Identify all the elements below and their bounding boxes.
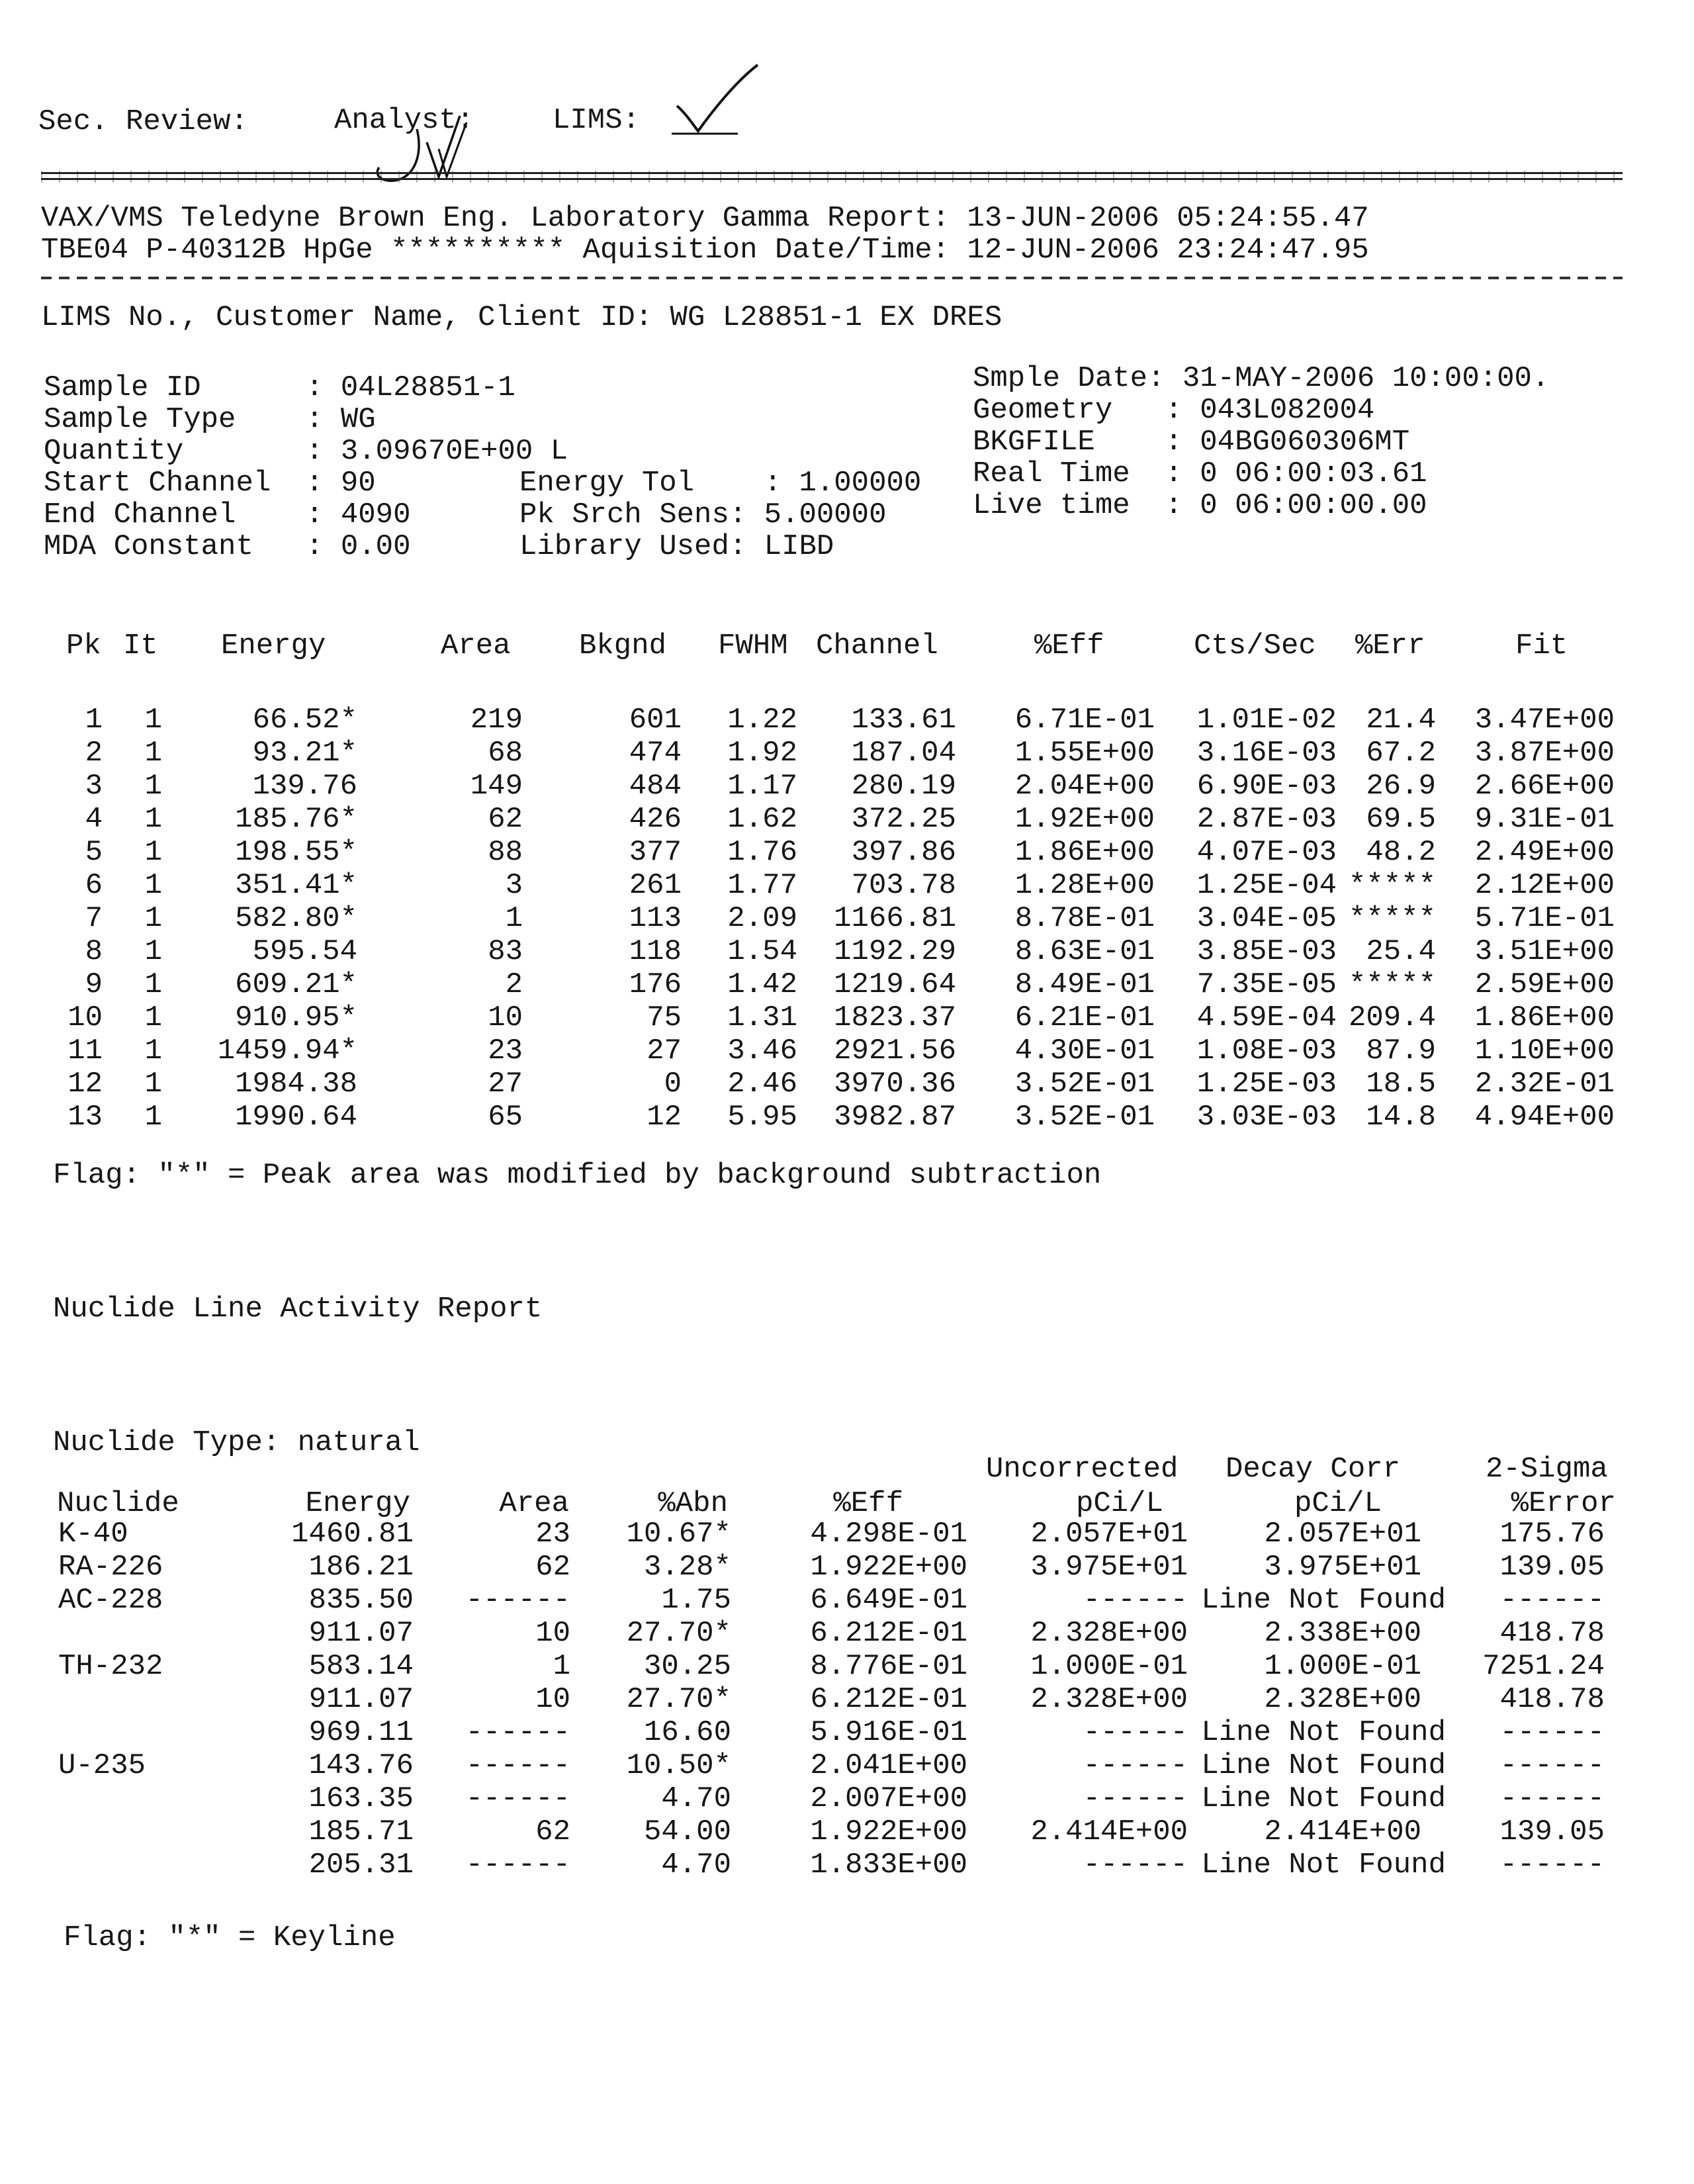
nuclide-cell: U-235 [58,1749,146,1782]
peak-cell: 3.85E-03 [1196,935,1337,968]
peak-cell: 1.01E-02 [1196,704,1337,737]
nuclide-cell: 5.916E-01 [810,1716,967,1749]
peak-col-header-5: FWHM [718,629,788,662]
peak-cell: 1 [144,968,162,1001]
peak-cell: 69.5 [1366,803,1436,836]
peak-cell: 1.86E+00 [1014,836,1155,869]
peak-cell: 75 [646,1001,682,1034]
peak-cell: 3.52E-01 [1014,1068,1155,1101]
peak-cell: 27 [646,1034,682,1068]
peak-col-header-8: Cts/Sec [1194,629,1316,662]
nuclide-cell: 30.25 [643,1650,731,1683]
peak-cell: 198.55* [235,836,357,869]
peak-cell: 582.80* [235,902,357,935]
peak-cell: 68 [488,737,523,770]
nuclide-cell: ------ [1083,1782,1188,1815]
nuclide-cell: 10 [535,1683,570,1716]
peak-cell: 1 [144,1034,162,1068]
sample-type: Sample Type : WG [44,403,376,436]
peak-cell: 133.61 [851,704,956,737]
peak-cell: 1166.81 [834,902,956,935]
peak-cell: 1984.38 [235,1068,357,1101]
nuclide-cell: 3.975E+01 [1264,1551,1421,1584]
nuclide-cell: Line Not Found [1201,1749,1446,1782]
peak-cell: 10 [67,1001,103,1034]
library-used: Library Used: LIBD [519,530,834,563]
peak-cell: 3970.36 [834,1068,956,1101]
lims-label: LIMS: [553,104,641,137]
peak-cell: 351.41* [235,869,357,902]
nuclide-col-header-7: %Error [1511,1487,1616,1520]
peak-cell: 11 [67,1034,103,1068]
nuclide-cell: ------ [1499,1716,1605,1749]
dashed-rule [41,277,1623,279]
peak-cell: 1990.64 [235,1101,357,1134]
analyst-label: Analyst: [334,104,474,137]
nuclide-cell: 16.60 [643,1716,731,1749]
peak-cell: 397.86 [851,836,956,869]
peak-cell: 3.47E+00 [1474,704,1615,737]
sample-date: Smple Date: 31-MAY-2006 10:00:00. [973,362,1550,395]
report-header-line2: TBE04 P-40312B HpGe ********** Aquisition Date/Time: 12-JUN-2006 23:24:47.95 [41,234,1369,267]
peak-cell: 5.71E-01 [1474,902,1615,935]
nuclide-cell: ------ [1083,1848,1188,1882]
nuclide-cell: 27.70* [626,1617,731,1650]
nuclide-col-header-5: pCi/L [1075,1487,1163,1520]
peak-cell: 426 [629,803,682,836]
peak-cell: 1 [144,1001,162,1034]
peak-col-header-7: %Eff [1034,629,1104,662]
nuclide-cell: 1.922E+00 [810,1815,967,1848]
nuclide-cell: 418.78 [1499,1683,1605,1716]
peak-cell: 26.9 [1366,770,1436,803]
peak-cell: 5.95 [727,1101,797,1134]
lims-check-mark [672,60,771,139]
peak-cell: 2.46 [727,1068,797,1101]
peak-cell: 3.52E-01 [1014,1101,1155,1134]
peak-cell: 372.25 [851,803,956,836]
peak-cell: 0 [664,1068,682,1101]
nuclide-cell: 4.70 [661,1782,731,1815]
nuclide-cell: 2.041E+00 [810,1749,967,1782]
peak-cell: 1.92E+00 [1014,803,1155,836]
peak-cell: ***** [1348,968,1436,1001]
peak-cell: 1 [505,902,523,935]
nuclide-cell: Line Not Found [1201,1782,1446,1815]
peak-cell: 187.04 [851,737,956,770]
peak-cell: 88 [488,836,523,869]
peak-cell: 1.76 [727,836,797,869]
nuclide-cell: 911.07 [308,1683,414,1716]
peak-cell: 261 [629,869,682,902]
peak-cell: 12 [646,1101,682,1134]
bkgfile: BKGFILE : 04BG060306MT [973,426,1410,459]
peak-cell: 1 [144,737,162,770]
peak-cell: 1.42 [727,968,797,1001]
nuclide-cell: Line Not Found [1201,1716,1446,1749]
peak-cell: 1.77 [727,869,797,902]
nuclide-cell: 143.76 [308,1749,414,1782]
nuclide-col-header-0: Nuclide [57,1487,179,1520]
peak-cell: 65 [488,1101,523,1134]
peak-cell: 377 [629,836,682,869]
nuclide-report-title: Nuclide Line Activity Report [53,1293,543,1326]
peak-cell: 8 [85,935,103,968]
nuclide-cell: 185.71 [308,1815,414,1848]
nuclide-cell: 62 [535,1551,570,1584]
peak-cell: 8.78E-01 [1014,902,1155,935]
nuclide-cell: 2.414E+00 [1030,1815,1188,1848]
nuclide-cell: 205.31 [308,1848,414,1882]
peak-cell: 484 [629,770,682,803]
peak-cell: 1 [144,869,162,902]
nuclide-cell: 7251.24 [1482,1650,1605,1683]
peak-cell: 910.95* [235,1001,357,1034]
peak-cell: 4.07E-03 [1196,836,1337,869]
sec-review-label: Sec. Review: [38,105,248,138]
nuclide-cell: TH-232 [58,1650,163,1683]
nuclide-cell: 8.776E-01 [810,1650,967,1683]
peak-cell: 7 [85,902,103,935]
nuclide-cell: 835.50 [308,1584,414,1617]
nuclide-cell: 1.000E-01 [1030,1650,1188,1683]
peak-cell: 3.87E+00 [1474,737,1615,770]
peak-cell: 4.94E+00 [1474,1101,1615,1134]
nuclide-cell: ------ [1499,1848,1605,1882]
peak-cell: 6.90E-03 [1196,770,1337,803]
peak-cell: 280.19 [851,770,956,803]
peak-cell: 4.30E-01 [1014,1034,1155,1068]
nuclide-cell: ------ [465,1749,570,1782]
peak-cell: 6.71E-01 [1014,704,1155,737]
nuclide-cell: 6.212E-01 [810,1617,967,1650]
peak-cell: 3982.87 [834,1101,956,1134]
peak-cell: 1 [144,935,162,968]
report-header-line1: VAX/VMS Teledyne Brown Eng. Laboratory Gamma Report: 13-JUN-2006 05:24:55.47 [41,202,1369,235]
nuclide-cell: 6.212E-01 [810,1683,967,1716]
nuclide-cell: 54.00 [643,1815,731,1848]
peak-cell: 10 [488,1001,523,1034]
nuclide-cell: 2.007E+00 [810,1782,967,1815]
nuclide-cell: ------ [465,1782,570,1815]
nuclide-cell: 6.649E-01 [810,1584,967,1617]
quantity: Quantity : 3.09670E+00 L [44,435,568,468]
peak-cell: 4 [85,803,103,836]
nuclide-cell: 2.338E+00 [1264,1617,1421,1650]
peak-cell: 595.54 [252,935,357,968]
live-time: Live time : 0 06:00:00.00 [973,489,1427,522]
nuclide-cell: 10.50* [626,1749,731,1782]
peak-cell: 2 [505,968,523,1001]
peak-cell: 118 [629,935,682,968]
peak-cell: 13 [67,1101,103,1134]
peak-col-header-2: Energy [221,629,326,662]
peak-cell: 66.52* [252,704,357,737]
peak-cell: 1.25E-03 [1196,1068,1337,1101]
peak-cell: 149 [470,770,523,803]
peak-col-header-9: %Err [1355,629,1425,662]
nuclide-cell: 139.05 [1499,1551,1605,1584]
nuclide-cell: 1 [553,1650,570,1683]
peak-cell: 62 [488,803,523,836]
peak-cell: 1 [144,902,162,935]
peak-cell: 2.66E+00 [1474,770,1615,803]
peak-cell: 185.76* [235,803,357,836]
peak-cell: 4.59E-04 [1196,1001,1337,1034]
nuclide-cell: 969.11 [308,1716,414,1749]
nuclide-cell: ------ [465,1716,570,1749]
nuclide-col-header-3: %Abn [658,1487,728,1520]
peak-cell: 2.32E-01 [1474,1068,1615,1101]
sample-id: Sample ID : 04L28851-1 [44,371,515,404]
peak-cell: 1 [144,770,162,803]
nuclide-cell: 1.833E+00 [810,1848,967,1882]
peak-cell: 1.28E+00 [1014,869,1155,902]
nuclide-cell: 27.70* [626,1683,731,1716]
keyline-flag-note: Flag: "*" = Keyline [64,1921,396,1954]
nuclide-col-header-6: pCi/L [1294,1487,1382,1520]
nuclide-cell: 2.328E+00 [1264,1683,1421,1716]
peak-cell: 703.78 [851,869,956,902]
nuclide-cell: 1.75 [661,1584,731,1617]
peak-cell: ***** [1348,869,1436,902]
nuclide-cell: 186.21 [308,1551,414,1584]
two-sigma-header: 2-Sigma [1486,1453,1608,1486]
peak-cell: 2.87E-03 [1196,803,1337,836]
nuclide-cell: 3.28* [643,1551,731,1584]
double-rule [41,171,1623,183]
nuclide-cell: ------ [1499,1782,1605,1815]
peak-cell: 2.09 [727,902,797,935]
uncorrected-header: Uncorrected [986,1453,1179,1486]
nuclide-cell: 3.975E+01 [1030,1551,1188,1584]
nuclide-cell: 583.14 [308,1650,414,1683]
nuclide-cell: K-40 [58,1518,128,1551]
peak-col-header-6: Channel [816,629,938,662]
peak-cell: 48.2 [1366,836,1436,869]
peak-cell: 9.31E-01 [1474,803,1615,836]
peak-cell: 1 [144,1101,162,1134]
peak-cell: 474 [629,737,682,770]
peak-cell: 1.31 [727,1001,797,1034]
peak-col-header-4: Bkgnd [579,629,667,662]
peak-cell: 139.76 [252,770,357,803]
decay-corr-header: Decay Corr [1226,1453,1401,1486]
peak-cell: 3.51E+00 [1474,935,1615,968]
peak-cell: 67.2 [1366,737,1436,770]
peak-cell: 1 [85,704,103,737]
nuclide-cell: 2.057E+01 [1264,1518,1421,1551]
nuclide-cell: 2.328E+00 [1030,1617,1188,1650]
nuclide-cell: 2.414E+00 [1264,1815,1421,1848]
nuclide-cell: Line Not Found [1201,1584,1446,1617]
nuclide-cell: RA-226 [58,1551,163,1584]
peak-cell: 14.8 [1366,1101,1436,1134]
peak-cell: 3.03E-03 [1196,1101,1337,1134]
energy-tol: Energy Tol : 1.00000 [519,467,922,500]
nuclide-col-header-2: Area [499,1487,569,1520]
peak-cell: 3 [85,770,103,803]
peak-cell: 21.4 [1366,704,1436,737]
peak-cell: 2.04E+00 [1014,770,1155,803]
peak-cell: 1219.64 [834,968,956,1001]
nuclide-cell: ------ [465,1584,570,1617]
peak-col-header-1: It [123,629,158,662]
peak-cell: 3.16E-03 [1196,737,1337,770]
start-channel: Start Channel : 90 [44,467,376,500]
peak-cell: 1.17 [727,770,797,803]
nuclide-cell: 139.05 [1499,1815,1605,1848]
nuclide-cell: 2.057E+01 [1030,1518,1188,1551]
peak-flag-note: Flag: "*" = Peak area was modified by background subtraction [53,1159,1102,1192]
peak-cell: 83 [488,935,523,968]
lims-client-line: LIMS No., Customer Name, Client ID: WG L28851-1 EX DRES [41,301,1003,334]
nuclide-cell: Line Not Found [1201,1848,1446,1882]
peak-cell: 27 [488,1068,523,1101]
peak-cell: 1 [144,803,162,836]
peak-cell: 3.04E-05 [1196,902,1337,935]
nuclide-cell: 4.298E-01 [810,1518,967,1551]
mda-constant: MDA Constant : 0.00 [44,530,411,563]
nuclide-cell: 10.67* [626,1518,731,1551]
peak-col-header-0: Pk [66,629,101,662]
peak-cell: 1.92 [727,737,797,770]
peak-cell: 1.25E-04 [1196,869,1337,902]
nuclide-cell: 2.328E+00 [1030,1683,1188,1716]
peak-cell: 1.55E+00 [1014,737,1155,770]
nuclide-type: Nuclide Type: natural [53,1426,420,1459]
pk-srch-sens: Pk Srch Sens: 5.00000 [519,498,887,531]
peak-cell: 6 [85,869,103,902]
peak-cell: 2.49E+00 [1474,836,1615,869]
peak-cell: 1.08E-03 [1196,1034,1337,1068]
peak-cell: 23 [488,1034,523,1068]
peak-cell: 1823.37 [834,1001,956,1034]
nuclide-cell: ------ [1083,1584,1188,1617]
peak-cell: 5 [85,836,103,869]
peak-cell: 609.21* [235,968,357,1001]
peak-cell: 219 [470,704,523,737]
peak-col-header-3: Area [441,629,511,662]
peak-cell: 12 [67,1068,103,1101]
nuclide-col-header-1: Energy [305,1487,410,1520]
peak-cell: 9 [85,968,103,1001]
peak-cell: 1.22 [727,704,797,737]
geometry: Geometry : 043L082004 [973,394,1375,427]
peak-cell: 8.63E-01 [1014,935,1155,968]
peak-cell: 18.5 [1366,1068,1436,1101]
nuclide-cell: 4.70 [661,1848,731,1882]
peak-col-header-10: Fit [1515,629,1568,662]
peak-cell: 176 [629,968,682,1001]
nuclide-cell: 418.78 [1499,1617,1605,1650]
nuclide-cell: ------ [1499,1749,1605,1782]
peak-cell: 8.49E-01 [1014,968,1155,1001]
peak-cell: 7.35E-05 [1196,968,1337,1001]
peak-cell: 1.10E+00 [1474,1034,1615,1068]
peak-cell: 1.86E+00 [1474,1001,1615,1034]
real-time: Real Time : 0 06:00:03.61 [973,457,1427,490]
nuclide-cell: 10 [535,1617,570,1650]
peak-cell: 3 [505,869,523,902]
nuclide-cell: ------ [465,1848,570,1882]
peak-cell: 1 [144,704,162,737]
peak-cell: 6.21E-01 [1014,1001,1155,1034]
peak-cell: 1459.94* [217,1034,357,1068]
peak-cell: 1 [144,1068,162,1101]
nuclide-cell: 1.000E-01 [1264,1650,1421,1683]
peak-cell: 209.4 [1348,1001,1436,1034]
nuclide-cell: 62 [535,1815,570,1848]
peak-cell: 3.46 [727,1034,797,1068]
peak-cell: 1.62 [727,803,797,836]
peak-cell: 2.59E+00 [1474,968,1615,1001]
peak-cell: 25.4 [1366,935,1436,968]
nuclide-cell: ------ [1083,1749,1188,1782]
nuclide-cell: 175.76 [1499,1518,1605,1551]
nuclide-cell: 163.35 [308,1782,414,1815]
peak-cell: 1.54 [727,935,797,968]
nuclide-cell: 1460.81 [291,1518,414,1551]
nuclide-cell: 911.07 [308,1617,414,1650]
peak-cell: 87.9 [1366,1034,1436,1068]
end-channel: End Channel : 4090 [44,498,411,531]
peak-cell: 2921.56 [834,1034,956,1068]
nuclide-cell: ------ [1083,1716,1188,1749]
peak-cell: 1 [144,836,162,869]
nuclide-cell: 1.922E+00 [810,1551,967,1584]
peak-cell: 93.21* [252,737,357,770]
nuclide-cell: ------ [1499,1584,1605,1617]
peak-cell: 2 [85,737,103,770]
nuclide-cell: 23 [535,1518,570,1551]
peak-cell: 601 [629,704,682,737]
peak-cell: 1192.29 [834,935,956,968]
nuclide-col-header-4: %Eff [833,1487,903,1520]
peak-cell: 2.12E+00 [1474,869,1615,902]
peak-cell: 113 [629,902,682,935]
peak-cell: ***** [1348,902,1436,935]
nuclide-cell: AC-228 [58,1584,163,1617]
